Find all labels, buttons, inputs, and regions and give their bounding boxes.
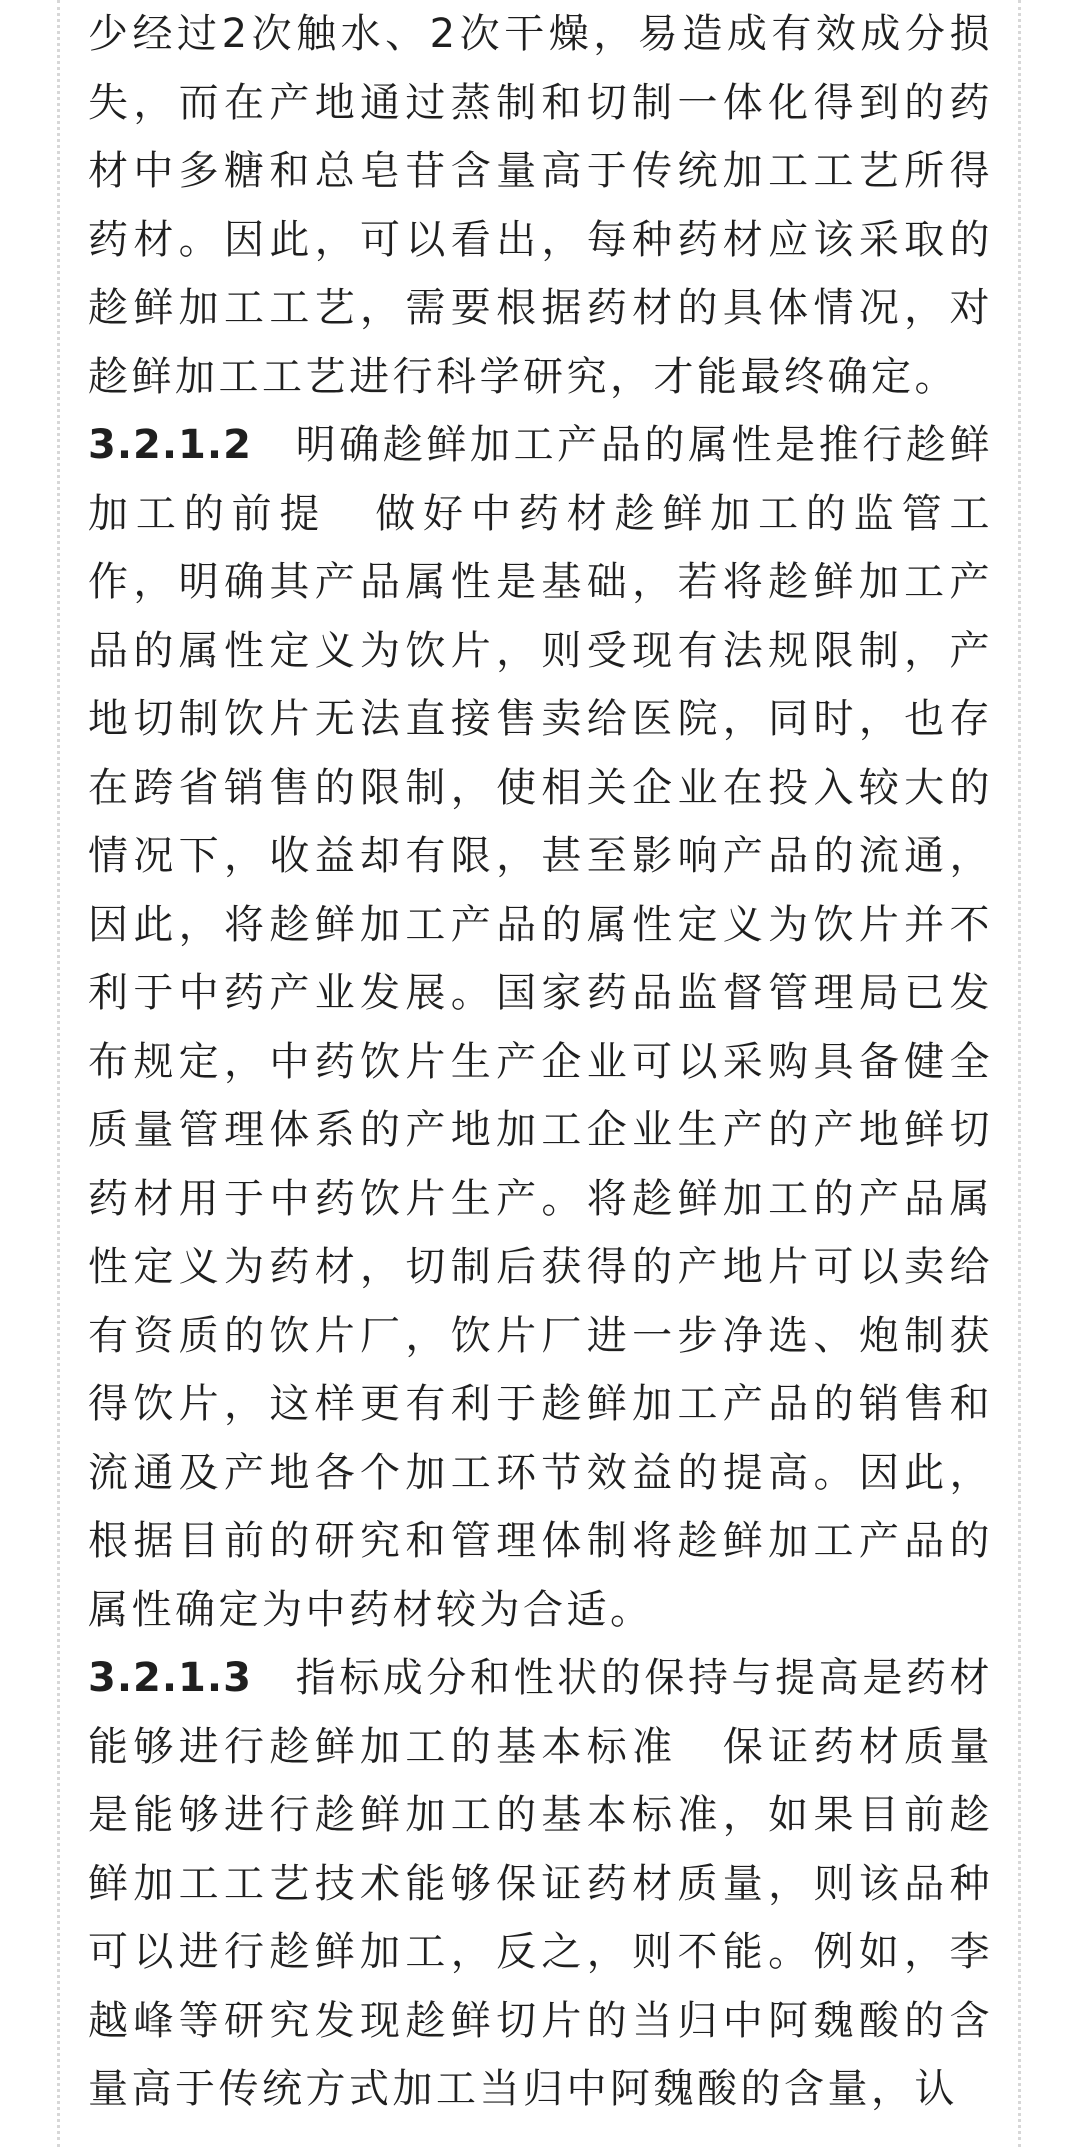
left-margin-dotted-line [57,0,60,2147]
section-3-2-1-3 [88,1644,993,2124]
article-body [88,0,993,2124]
section-number: 3.2.1.3 [88,1655,252,1701]
section-body: 做好中药材趁鲜加工的监管工作，明确其产品属性是基础，若将趁鲜加工产品的属性定义为饮片，则受现有法规限制，产地切制饮片无法直接售卖给医院，同时，也存在跨省销售的限制，使相关企业在投入较大的情况下，收益却有限，甚至影响产品的流通，因此，将趁鲜加工产品的属性定义为饮片并不利于中药产业发展。国家药品监督管理局已发布规定，中药饮片生产企业可以采购具备健全质量管理体系的产地加工企业生产的产地鲜切药材用于中药饮片生产。将趁鲜加工的产品属性定义为药材，切制后获得的产地片可以卖给有资质的饮片厂，饮片厂进一步净选、炮制获得饮片，这样更有利于趁鲜加工产品的销售和流通及产地各个加工环节效益的提高。因此，根据目前的研究和管理体制将趁鲜加工产品的属性确定为中药材较为合适。 [88,490,994,1633]
section-number: 3.2.1.2 [88,422,252,468]
section-title: 明确趁鲜加工产品的属性是推行趁鲜加工的前提 [88,422,994,537]
right-margin-dotted-line [1018,0,1021,2147]
paragraph-text: 少经过2次触水、2次干燥，易造成有效成分损失，而在产地通过蒸制和切制一体化得到的药材中多糖和总皂苷含量高于传统加工工艺所得药材。因此，可以看出，每种药材应该采取的趁鲜加工工艺，需要根据药材的具体情况，对趁鲜加工工艺进行科学研究，才能最终确定。 [88,11,993,400]
paragraph-continuation [88,0,993,411]
section-3-2-1-2 [88,411,993,1644]
section-body: 保证药材质量是能够进行趁鲜加工的基本标准，如果目前趁鲜加工工艺技术能够保证药材质量，则该品种可以进行趁鲜加工，反之，则不能。例如，李越峰等研究发现趁鲜切片的当归中阿魏酸的含量高于传统方式加工当归中阿魏酸的含量，认 [88,1723,994,2112]
section-title: 指标成分和性状的保持与提高是药材能够进行趁鲜加工的基本标准 [88,1655,994,1770]
